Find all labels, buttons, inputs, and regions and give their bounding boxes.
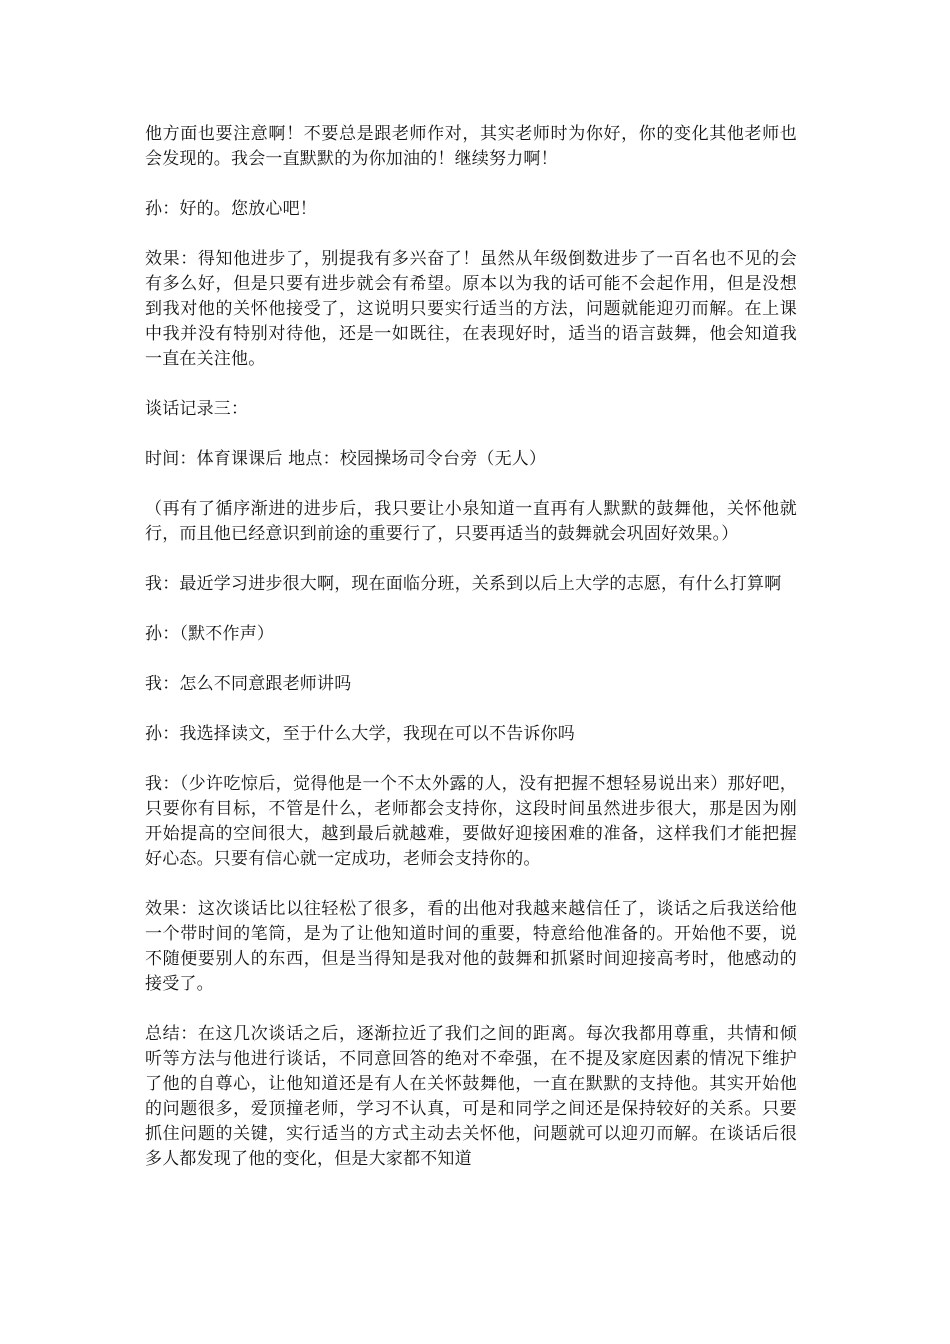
paragraph: 我：怎么不同意跟老师讲吗 xyxy=(145,674,352,694)
paragraph: 时间：体育课课后 地点：校园操场司令台旁（无人） xyxy=(145,449,547,469)
paragraph: 效果：这次谈话比以往轻松了很多，看的出他对我越来越信任了，谈话之后我送给他一个带时间的笔筒，是为了让他知道时间的重要，特意给他准备的。开始他不要，说不随便要别人的东西，但是当得知是我对他的鼓舞和抓紧时间迎接高考时，他感动的接受了。 xyxy=(145,899,797,994)
paragraph: 总结：在这几次谈话之后，逐渐拉近了我们之间的距离。每次我都用尊重，共情和倾听等方法与他进行谈话，不同意回答的绝对不牵强，在不提及家庭因素的情况下维护了他的自尊心，让他知道还是有人在关怀鼓舞他，一直在默默的支持他。其实开始他的问题很多，爱顶撞老师，学习不认真，可是和同学之间还是保持较好的关系。只要抓住问题的关键，实行适当的方式主动去关怀他，问题就可以迎刃而解。在谈话后很多人都发现了他的变化，但是大家都不知道 xyxy=(145,1024,797,1169)
paragraph: （再有了循序渐进的进步后，我只要让小泉知道一直再有人默默的鼓舞他，关怀他就行，而且他已经意识到前途的重要行了，只要再适当的鼓舞就会巩固好效果。） xyxy=(145,499,797,544)
paragraph: 我：（少许吃惊后，觉得他是一个不太外露的人，没有把握不想轻易说出来）那好吧，只要你有目标，不管是什么，老师都会支持你，这段时间虽然进步很大，那是因为刚开始提高的空间很大，越到最后就越难，要做好迎接困难的准备，这样我们才能把握好心态。只要有信心就一定成功，老师会支持你的。 xyxy=(145,774,797,869)
section-heading: 谈话记录三： xyxy=(145,399,249,419)
document-body xyxy=(145,122,797,1172)
paragraph: 他方面也要注意啊！不要总是跟老师作对，其实老师时为你好，你的变化其他老师也会发现的。我会一直默默的为你加油的！继续努力啊！ xyxy=(145,124,797,169)
paragraph: 孙：好的。您放心吧！ xyxy=(145,199,317,219)
paragraph: 效果：得知他进步了，别提我有多兴奋了！虽然从年级倒数进步了一百名也不见的会有多么好，但是只要有进步就会有希望。原本以为我的话可能不会起作用，但是没想到我对他的关怀他接受了，这说明只要实行适当的方法，问题就能迎刃而解。在上课中我并没有特别对待他，还是一如既往，在表现好时，适当的语言鼓舞，他会知道我一直在关注他。 xyxy=(145,249,797,369)
paragraph: 孙：（默不作声） xyxy=(145,624,275,644)
paragraph: 孙：我选择读文，至于什么大学，我现在可以不告诉你吗 xyxy=(145,724,575,744)
paragraph: 我：最近学习进步很大啊，现在面临分班，关系到以后上大学的志愿，有什么打算啊 xyxy=(145,574,782,594)
